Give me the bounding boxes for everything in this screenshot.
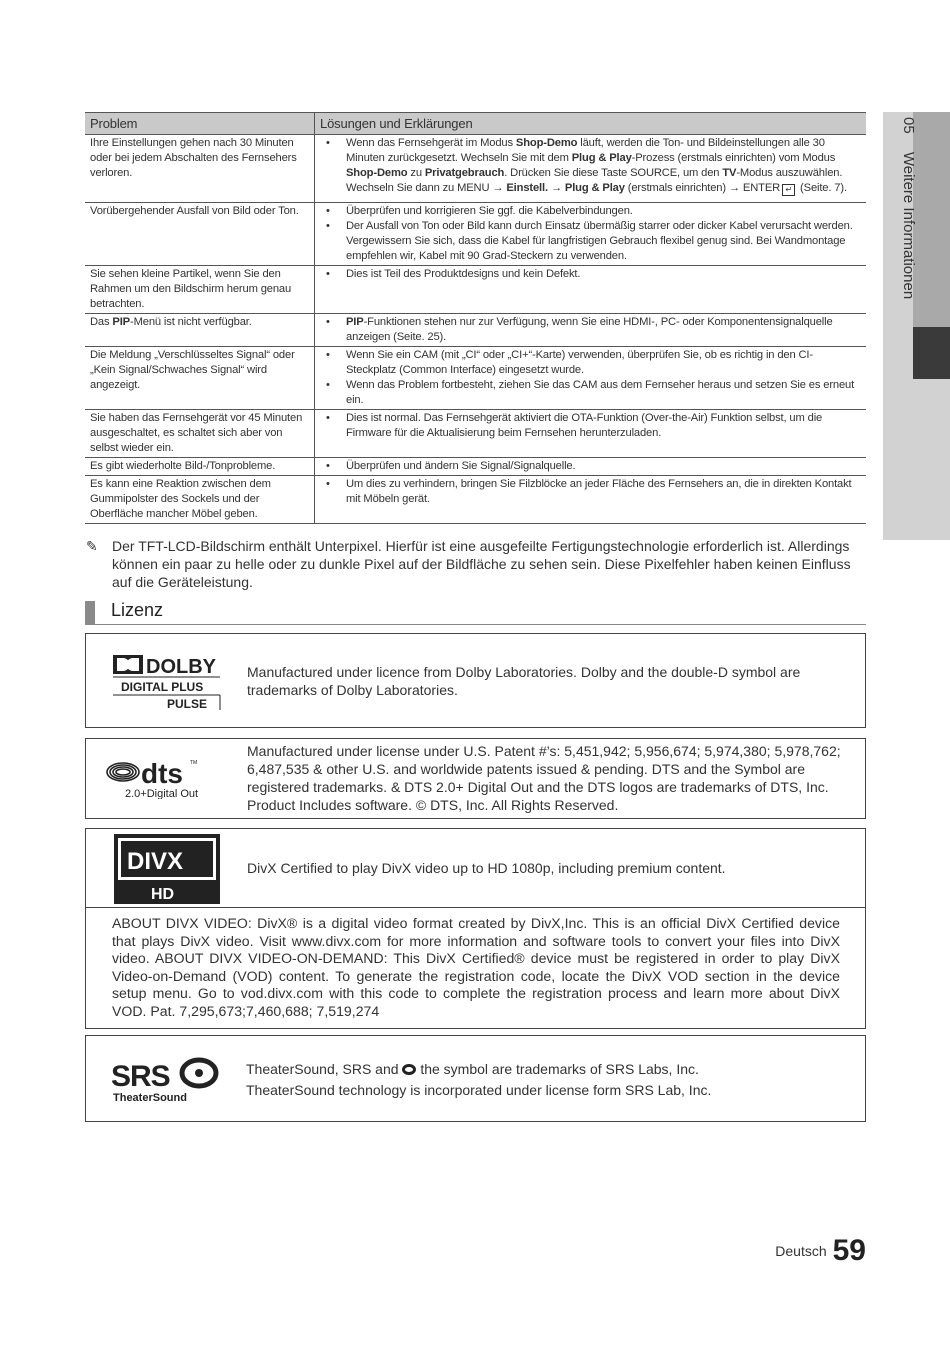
footer-language: Deutsch (775, 1243, 827, 1259)
table-row (85, 347, 866, 410)
solution-item: • Überprüfen und ändern Sie Signal/Signalquelle. (320, 459, 861, 474)
problem-cell: Vorübergehender Ausfall von Bild oder Ton. (85, 203, 315, 266)
dolby-logo (113, 653, 223, 711)
section-title: Lizenz (111, 600, 164, 620)
srs-symbol-icon (402, 1064, 416, 1075)
side-tab-shade (913, 112, 950, 327)
solution-item: • Um dies zu verhindern, bringen Sie Filzblöcke an jeder Fläche des Fernsehers an, die in direkten Kontakt mit Möbeln gerät. (320, 477, 861, 507)
solution-item: • Dies ist normal. Das Fernsehgerät aktiviert die OTA-Funktion (Over-the-Air) Funktion selbst, um die Firmware für die Aktualisierung beim Fernsehen herunterzuladen. (320, 411, 861, 441)
table-row (85, 410, 866, 458)
srs-text (246, 1059, 846, 1101)
note-text: Der TFT-LCD-Bildschirm enthält Unterpixel. Hierfür ist eine ausgefeilte Fertigungstechnologie erforderlich ist. Allerdings können ein paar zu helle oder zu dunkle Pixel auf der Bildfläche zu sehen sein. Diese Pixelfehler haben keinen Einfluss auf die Geräteleistung. (112, 538, 851, 590)
solution-cell (315, 203, 867, 266)
heading-bar (85, 601, 95, 625)
divx-wordmark: DIVX (127, 848, 184, 875)
column-header-solutions: Lösungen und Erklärungen (315, 113, 867, 135)
dts-subline: 2.0+Digital Out (125, 788, 199, 799)
chapter-number: 05 (900, 117, 917, 134)
table-row (85, 203, 866, 266)
page-number: 59 (832, 1234, 866, 1267)
solution-cell (315, 135, 867, 203)
license-box-divx (85, 828, 866, 1029)
dts-wordmark: dts (141, 758, 183, 789)
srs-logo (111, 1056, 221, 1104)
solution-cell (315, 458, 867, 476)
chapter-label (887, 117, 917, 417)
solution-cell (315, 410, 867, 458)
problem-cell: Sie sehen kleine Partikel, wenn Sie den Rahmen um den Bildschirm herum genau betrachten. (85, 266, 315, 314)
solution-item: • Wenn das Problem fortbesteht, ziehen Sie das CAM aus dem Fernseher heraus und setzen Sie es erneut ein. (320, 378, 861, 408)
dts-logo (105, 755, 217, 799)
license-box-dolby (85, 633, 866, 728)
table-header-row (85, 113, 866, 135)
note (86, 537, 866, 591)
dolby-text: Manufactured under licence from Dolby Laboratories. Dolby and the double-D symbol are trademarks of Dolby Laboratories. (247, 664, 801, 698)
solution-cell (315, 347, 867, 410)
problem-cell: Das PIP-Menü ist nicht verfügbar. (85, 314, 315, 347)
solution-item: • Wenn Sie ein CAM (mit „CI“ oder „CI+“-Karte) verwenden, überprüfen Sie, ob es richtig in den CI-Steckplatz (Common Interface) eingesetzt wurde. (320, 348, 861, 378)
dolby-pulse: PULSE (167, 697, 208, 711)
solution-item: • Wenn das Fernsehgerät im Modus Shop-Demo läuft, werden die Ton- und Bildeinstellungen alle 30 Minuten zurückgesetzt. Wechseln Sie mit dem Plug & Play-Prozess (erstmals einrichten) vom Modus Shop-Demo zu Privatgebrauch. Drücken Sie diese Taste SOURCE, um den TV-Modus auszuwählen. Wechseln Sie dann zu MENU → Einstell. → Plug & Play (erstmals einrichten) → ENTER ↵ (Seite. 7). (320, 136, 861, 196)
table-row (85, 458, 866, 476)
table-row (85, 476, 866, 524)
srs-subline: TheaterSound (113, 1092, 187, 1104)
section-heading-license (85, 600, 866, 625)
solution-cell (315, 314, 867, 347)
license-box-dts (85, 738, 866, 819)
dolby-wordmark: DOLBY (146, 656, 216, 678)
solution-cell (315, 476, 867, 524)
license-box-srs (85, 1035, 866, 1122)
solution-cell (315, 266, 867, 314)
divx-text: DivX Certified to play DivX video up to HD 1080p, including premium content. (247, 860, 726, 876)
divx-hd-logo (113, 833, 221, 905)
page-footer (775, 1234, 866, 1268)
solution-item: • Der Ausfall von Ton oder Bild kann durch Einsatz übermäßig starrer oder dicker Kabel verursacht werden. Vergewissern Sie sich, dass die Kabel für langfristigen Gebrauch flexibel genug sind. Bei Wandmontage empfehlen wir, Kabel mit 90 Grad-Steckern zu verwenden. (320, 219, 861, 264)
divx-divider (86, 907, 865, 908)
enter-icon: ↵ (782, 184, 795, 196)
divx-about-text: ABOUT DIVX VIDEO: DivX® is a digital video format created by DivX,Inc. This is an official DivX Certified device that plays DivX video. Visit www.divx.com for more information and software tools to convert your files into DivX video. ABOUT DIVX VIDEO-ON-DEMAND: This DivX Certified® device must be registered in order to play DivX Video-on-Demand (VOD) content. To generate the registration code, locate the DivX VOD section in the device setup menu. Go to vod.divx.com with this code to complete the registration process and learn more about DivX VOD. Pat. 7,295,673;7,460,688; 7,519,274 (112, 915, 840, 1019)
column-header-problem: Problem (85, 113, 315, 135)
problem-cell: Ihre Einstellungen gehen nach 30 Minuten oder bei jedem Abschalten des Fernsehers verloren. (85, 135, 315, 203)
chapter-title: Weitere Informationen (900, 151, 917, 300)
solution-item: • Dies ist Teil des Produktdesigns und kein Defekt. (320, 267, 861, 282)
troubleshooting-table (85, 112, 866, 524)
solution-item: • Überprüfen und korrigieren Sie ggf. die Kabelverbindungen. (320, 204, 861, 219)
pencil-note-icon: ✎ (86, 538, 98, 554)
problem-cell: Es gibt wiederholte Bild-/Tonprobleme. (85, 458, 315, 476)
side-tab-marker (913, 327, 950, 379)
table-row (85, 266, 866, 314)
solution-item: • PIP-Funktionen stehen nur zur Verfügung, wenn Sie eine HDMI-, PC- oder Komponentensignalquelle anzeigen (Seite. 25). (320, 315, 861, 345)
srs-line1-end: the symbol are trademarks of SRS Labs, Inc. (420, 1061, 699, 1077)
problem-cell: Sie haben das Fernsehgerät vor 45 Minuten ausgeschaltet, es schaltet sich aber von selbst wieder ein. (85, 410, 315, 458)
dts-tm: TM (190, 760, 198, 766)
srs-line1: TheaterSound, SRS and (246, 1061, 399, 1077)
dolby-subline: DIGITAL PLUS (121, 680, 204, 694)
problem-cell: Die Meldung „Verschlüsseltes Signal“ oder „Kein Signal/Schwaches Signal“ wird angezeigt. (85, 347, 315, 410)
srs-line2: TheaterSound technology is incorporated under license form SRS Lab, Inc. (246, 1082, 712, 1098)
table-row (85, 314, 866, 347)
dts-text: Manufactured under license under U.S. Patent #’s: 5,451,942; 5,956,674; 5,974,380; 5,978,762; 6,487,535 & other U.S. and worldwide patents issued & pending. DTS and the Symbol are registered trademarks. & DTS 2.0+ Digital Out and the DTS logos are trademarks of DTS, Inc. Product Includes software. © DTS, Inc. All Rights Reserved. (247, 743, 841, 813)
problem-cell: Es kann eine Reaktion zwischen dem Gummipolster des Sockels und der Oberfläche mancher Möbel geben. (85, 476, 315, 524)
divx-hd: HD (151, 886, 175, 903)
srs-wordmark: SRS (111, 1060, 170, 1093)
table-row (85, 135, 866, 203)
